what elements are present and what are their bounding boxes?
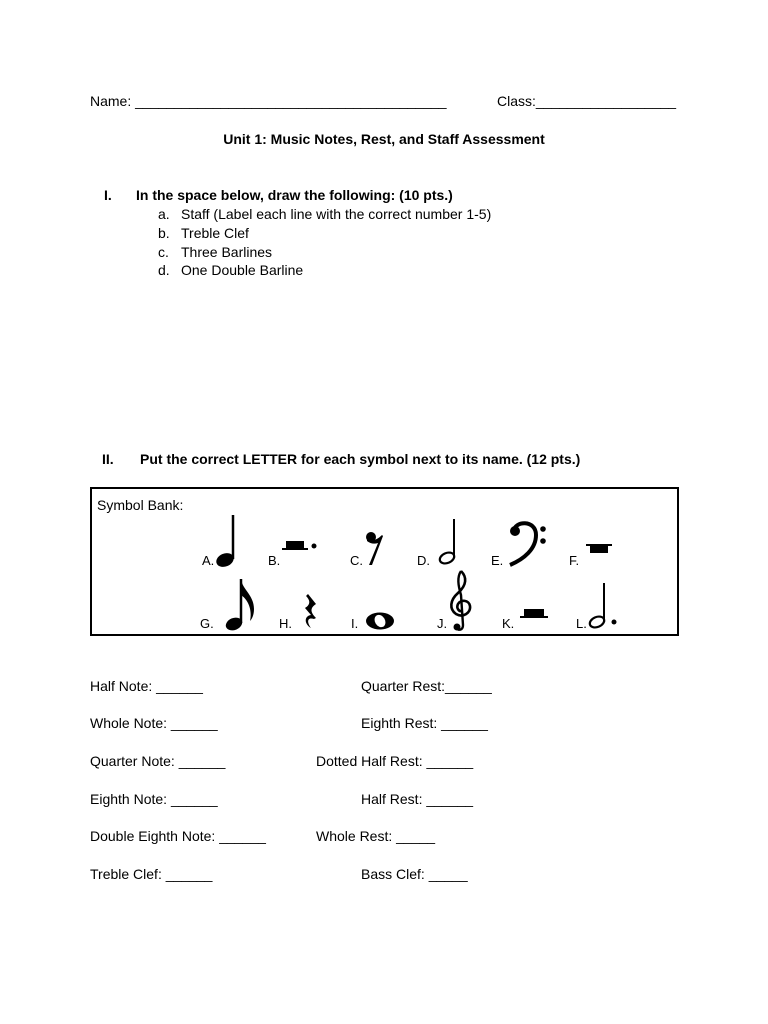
answer-treble-clef[interactable]: Treble Clef: ______: [90, 866, 213, 882]
answer-quarter-rest[interactable]: Quarter Rest:______: [361, 678, 492, 694]
symbol-letter: C.: [350, 553, 363, 568]
half-rest-icon: [586, 541, 614, 557]
answer-half-note[interactable]: Half Note: ______: [90, 678, 203, 694]
symbol-letter: A.: [202, 553, 215, 568]
bass-clef-icon: [506, 517, 548, 567]
whole-note-icon: [364, 611, 398, 631]
section1-item-text: Three Barlines: [181, 244, 273, 260]
symbol-letter: G.: [200, 616, 214, 631]
section1-item-text: One Double Barline: [181, 262, 304, 278]
answer-double-eighth-note[interactable]: Double Eighth Note: ______: [90, 828, 266, 844]
half-note-icon: [436, 517, 460, 567]
dotted-half-note-icon: [586, 581, 620, 633]
answer-eighth-note[interactable]: Eighth Note: ______: [90, 791, 218, 807]
answer-quarter-note[interactable]: Quarter Note: ______: [90, 753, 226, 769]
symbol-letter: J.: [437, 616, 448, 631]
section1-item-letter: d.: [158, 262, 170, 278]
answer-whole-note[interactable]: Whole Note: ______: [90, 715, 218, 731]
page-title: Unit 1: Music Notes, Rest, and Staff Assessment: [223, 131, 545, 147]
dotted-half-rest-icon: [282, 537, 322, 557]
section1-item-letter: a.: [158, 206, 170, 222]
symbol-letter: L.: [576, 616, 587, 631]
symbol-bank-label: Symbol Bank:: [97, 497, 184, 513]
name-field-label[interactable]: Name: ________________________________________: [90, 93, 447, 109]
answer-bass-clef[interactable]: Bass Clef: _____: [361, 866, 468, 882]
eighth-rest-icon: [364, 529, 386, 569]
whole-rest-icon: [520, 607, 550, 623]
eighth-note-icon: [224, 577, 260, 633]
answer-dotted-half-rest[interactable]: Dotted Half Rest: ______: [316, 753, 474, 769]
symbol-letter: K.: [502, 616, 515, 631]
answer-whole-rest[interactable]: Whole Rest: _____: [316, 828, 436, 844]
section1-item-text: Staff (Label each line with the correct number 1-5): [181, 206, 492, 222]
answer-eighth-rest[interactable]: Eighth Rest: ______: [361, 715, 488, 731]
quarter-rest-icon: [302, 593, 320, 633]
quarter-note-icon: [214, 513, 240, 569]
section2-instruction: Put the correct LETTER for each symbol next to its name. (12 pts.): [140, 451, 581, 467]
section2-numeral: II.: [102, 451, 114, 467]
symbol-letter: B.: [268, 553, 281, 568]
section1-numeral: I.: [104, 187, 112, 203]
symbol-letter: D.: [417, 553, 430, 568]
symbol-letter: I.: [351, 616, 359, 631]
symbol-bank-box: [90, 487, 679, 636]
section1-item-text: Treble Clef: [181, 225, 249, 241]
section1-instruction: In the space below, draw the following: (10 pts.): [136, 187, 453, 203]
symbol-letter: E.: [491, 553, 504, 568]
symbol-letter: F.: [569, 553, 580, 568]
treble-clef-icon: [446, 569, 476, 633]
symbol-letter: H.: [279, 616, 292, 631]
answer-half-rest[interactable]: Half Rest: ______: [361, 791, 474, 807]
section1-item-letter: c.: [158, 244, 169, 260]
section1-item-letter: b.: [158, 225, 170, 241]
class-field-label[interactable]: Class:__________________: [497, 93, 677, 109]
